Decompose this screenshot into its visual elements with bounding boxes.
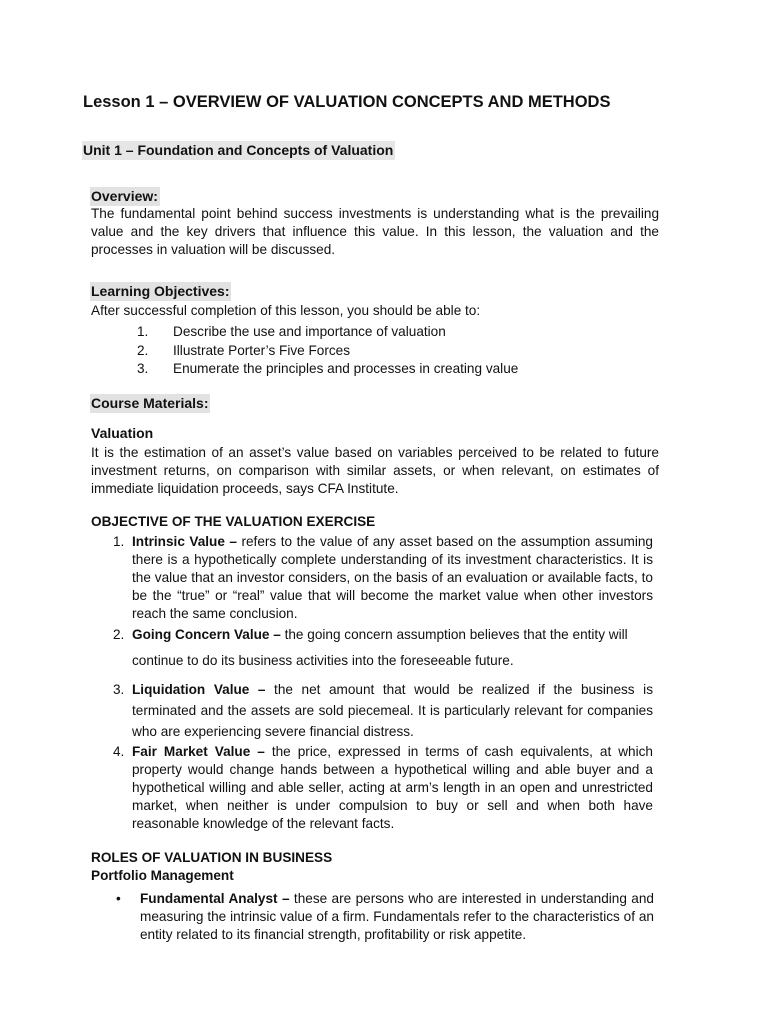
list-number: 1.: [137, 324, 149, 339]
list-item-term: Going Concern Value –: [132, 627, 281, 642]
valuation-text: It is the estimation of an asset’s value based on variables perceived to be related to future investment returns, on comparison with similar assets, or when relevant, on estimates of immediate liquidation proceeds, says CFA Institute.: [91, 445, 659, 496]
list-item-term: Fair Market Value –: [132, 744, 265, 759]
lesson-title: Lesson 1 – OVERVIEW OF VALUATION CONCEPTS AND METHODS: [83, 93, 611, 111]
bullet-item-term: Fundamental Analyst –: [140, 891, 290, 906]
list-item-text: the price, expressed in terms of cash equivalents, at which property would change hands between a hypothetical willing and able buyer and a hypothetical willing and able seller, acting at arm’s length in an open and unrestricted market, when neither is under compulsion to buy or sell and when both have reasonable knowledge of the relevant facts.: [132, 744, 653, 831]
course-materials-heading: Course Materials:: [91, 395, 209, 411]
list-number: 3.: [113, 682, 125, 697]
list-item-text: the net amount that would be realized if the business is terminated and the assets are sold piecemeal. It is particularly relevant for companies who are experiencing severe financial distress.: [132, 682, 653, 739]
list-item: [113, 626, 653, 644]
list-number: 3.: [137, 361, 149, 376]
unit-title: Unit 1 – Foundation and Concepts of Valuation: [83, 142, 394, 158]
bullet-item: [116, 890, 654, 944]
list-item-continuation: [113, 652, 653, 670]
objective-list-item: [137, 343, 350, 358]
list-item-text: continue to do its business activities into the foreseeable future.: [132, 653, 514, 668]
roles-section-heading: ROLES OF VALUATION IN BUSINESS: [91, 850, 333, 865]
list-item: [113, 743, 653, 833]
objective-list-item: [137, 324, 446, 339]
list-item-term: Intrinsic Value –: [132, 534, 237, 549]
objective-list-item: [137, 361, 518, 376]
learning-objectives-intro: After successful completion of this lesson, you should be able to:: [91, 303, 481, 318]
list-item-text: Illustrate Porter’s Five Forces: [173, 343, 351, 358]
list-number: 2.: [137, 343, 149, 358]
overview-heading: Overview:: [91, 188, 158, 204]
list-item: [113, 679, 653, 742]
valuation-heading: Valuation: [91, 425, 154, 441]
portfolio-management-heading: Portfolio Management: [91, 868, 234, 883]
list-number: 4.: [113, 744, 125, 759]
list-number: 1.: [113, 534, 125, 549]
learning-objectives-heading: Learning Objectives:: [91, 283, 230, 299]
list-number: 2.: [113, 627, 125, 642]
list-item: [113, 533, 653, 623]
objective-section-heading: OBJECTIVE OF THE VALUATION EXERCISE: [91, 514, 376, 529]
list-item-text: Enumerate the principles and processes in creating value: [173, 361, 519, 376]
list-item-text: Describe the use and importance of valuation: [173, 324, 446, 339]
list-item-text: refers to the value of any asset based on the assumption assuming there is a hypothetically complete understanding of its investment characteristics. It is the value that an investor considers, on the basis of an evaluation or available facts, to be the “true” or “real” value that will become the market value when other investors reach the same conclusion.: [132, 534, 653, 621]
bullet-item-text: these are persons who are interested in understanding and measuring the intrinsic value of a firm. Fundamentals refer to the characteristics of an entity related to its financial strength, profitability or risk appetite.: [140, 891, 654, 942]
list-item-text: the going concern assumption believes that the entity will: [280, 627, 628, 642]
list-item-term: Liquidation Value –: [132, 682, 266, 697]
overview-text: The fundamental point behind success investments is understanding what is the prevailing value and the key drivers that influence this value. In this lesson, the valuation and the processes in valuation will be discussed.: [91, 206, 659, 257]
bullet-icon: •: [116, 891, 121, 906]
